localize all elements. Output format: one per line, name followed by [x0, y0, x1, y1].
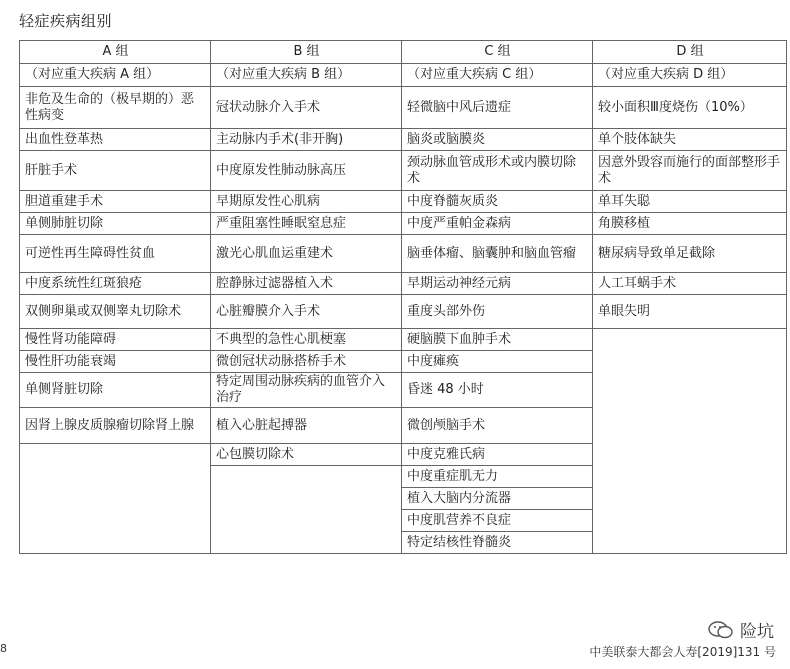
table-cell: 单耳失聪: [593, 191, 787, 213]
table-cell: 中度克雅氏病: [402, 444, 593, 466]
table-cell: 微创冠状动脉搭桥手术: [211, 351, 402, 373]
table-cell: 腔静脉过滤器植入术: [211, 273, 402, 295]
column-header: B 组: [211, 41, 402, 64]
document-reference: 中美联泰大都会人寿[2019]131 号: [589, 645, 776, 659]
table-row: [20, 213, 787, 235]
empty-cell: [211, 466, 402, 554]
table-row: [20, 151, 787, 191]
table-cell: 早期运动神经元病: [402, 273, 593, 295]
table-cell: 慢性肾功能障碍: [20, 329, 211, 351]
table-row: [20, 295, 787, 329]
table-row: [20, 191, 787, 213]
table-cell: 因意外毁容而施行的面部整形手术: [593, 151, 787, 191]
table-cell: 心包膜切除术: [211, 444, 402, 466]
table-subheader-row: [20, 64, 787, 87]
table-cell: 脑垂体瘤、脑囊肿和脑血管瘤: [402, 235, 593, 273]
table-row: [20, 329, 787, 351]
table-header-row: [20, 41, 787, 64]
column-header: C 组: [402, 41, 593, 64]
table-cell: 较小面积Ⅲ度烧伤（10%）: [593, 87, 787, 129]
table-cell: 中度重症肌无力: [402, 466, 593, 488]
table-cell: 不典型的急性心肌梗塞: [211, 329, 402, 351]
table-cell: 重度头部外伤: [402, 295, 593, 329]
table-cell: 冠状动脉介入手术: [211, 87, 402, 129]
table-cell: 单侧肾脏切除: [20, 373, 211, 408]
table-cell: 微创颅脑手术: [402, 408, 593, 444]
table-row: [20, 87, 787, 129]
table-cell: 可逆性再生障碍性贫血: [20, 235, 211, 273]
table-cell: 肝脏手术: [20, 151, 211, 191]
table-cell: 人工耳蜗手术: [593, 273, 787, 295]
column-subheader: （对应重大疾病 B 组）: [211, 64, 402, 87]
table-cell: 心脏瓣膜介入手术: [211, 295, 402, 329]
table-cell: 胆道重建手术: [20, 191, 211, 213]
table-row: [20, 129, 787, 151]
table-cell: 中度肌营养不良症: [402, 510, 593, 532]
wechat-logo-icon: [708, 620, 734, 640]
page-title: 轻症疾病组别: [19, 12, 113, 30]
table-row: [20, 235, 787, 273]
table-cell: 单个肢体缺失: [593, 129, 787, 151]
table-cell: 严重阻塞性睡眠窒息症: [211, 213, 402, 235]
table-body: [20, 87, 787, 554]
empty-cell: [593, 329, 787, 554]
table-cell: 中度原发性肺动脉高压: [211, 151, 402, 191]
page-number: 8: [0, 642, 7, 655]
table-row: [20, 273, 787, 295]
column-subheader: （对应重大疾病 D 组）: [593, 64, 787, 87]
table-cell: 中度严重帕金森病: [402, 213, 593, 235]
table-cell: 中度系统性红斑狼疮: [20, 273, 211, 295]
table-cell: 单侧肺脏切除: [20, 213, 211, 235]
table-cell: 中度瘫痪: [402, 351, 593, 373]
table-cell: 慢性肝功能衰竭: [20, 351, 211, 373]
table-cell: 角膜移植: [593, 213, 787, 235]
table-cell: 植入心脏起搏器: [211, 408, 402, 444]
column-subheader: （对应重大疾病 C 组）: [402, 64, 593, 87]
table-cell: 轻微脑中风后遗症: [402, 87, 593, 129]
table-cell: 硬脑膜下血肿手术: [402, 329, 593, 351]
table-cell: 非危及生命的（极早期的）恶性病变: [20, 87, 211, 129]
table-cell: 因肾上腺皮质腺瘤切除肾上腺: [20, 408, 211, 444]
table-cell: 早期原发性心肌病: [211, 191, 402, 213]
watermark-text: 险坑: [740, 622, 774, 642]
table-cell: 昏迷 48 小时: [402, 373, 593, 408]
table-cell: 中度脊髓灰质炎: [402, 191, 593, 213]
table-cell: 单眼失明: [593, 295, 787, 329]
table-cell: 激光心肌血运重建术: [211, 235, 402, 273]
table-cell: 颈动脉血管成形术或内膜切除术: [402, 151, 593, 191]
table-cell: 特定结核性脊髓炎: [402, 532, 593, 554]
column-header: A 组: [20, 41, 211, 64]
table-cell: 植入大脑内分流器: [402, 488, 593, 510]
table-cell: 脑炎或脑膜炎: [402, 129, 593, 151]
table-cell: 双侧卵巢或双侧睾丸切除术: [20, 295, 211, 329]
table-cell: 主动脉内手术(非开胸): [211, 129, 402, 151]
column-subheader: （对应重大疾病 A 组）: [20, 64, 211, 87]
table-cell: 出血性登革热: [20, 129, 211, 151]
watermark: [708, 617, 774, 642]
disease-group-table: [19, 40, 787, 554]
empty-cell: [20, 444, 211, 554]
column-header: D 组: [593, 41, 787, 64]
table-cell: 特定周围动脉疾病的血管介入治疗: [211, 373, 402, 408]
table-cell: 糖尿病导致单足截除: [593, 235, 787, 273]
